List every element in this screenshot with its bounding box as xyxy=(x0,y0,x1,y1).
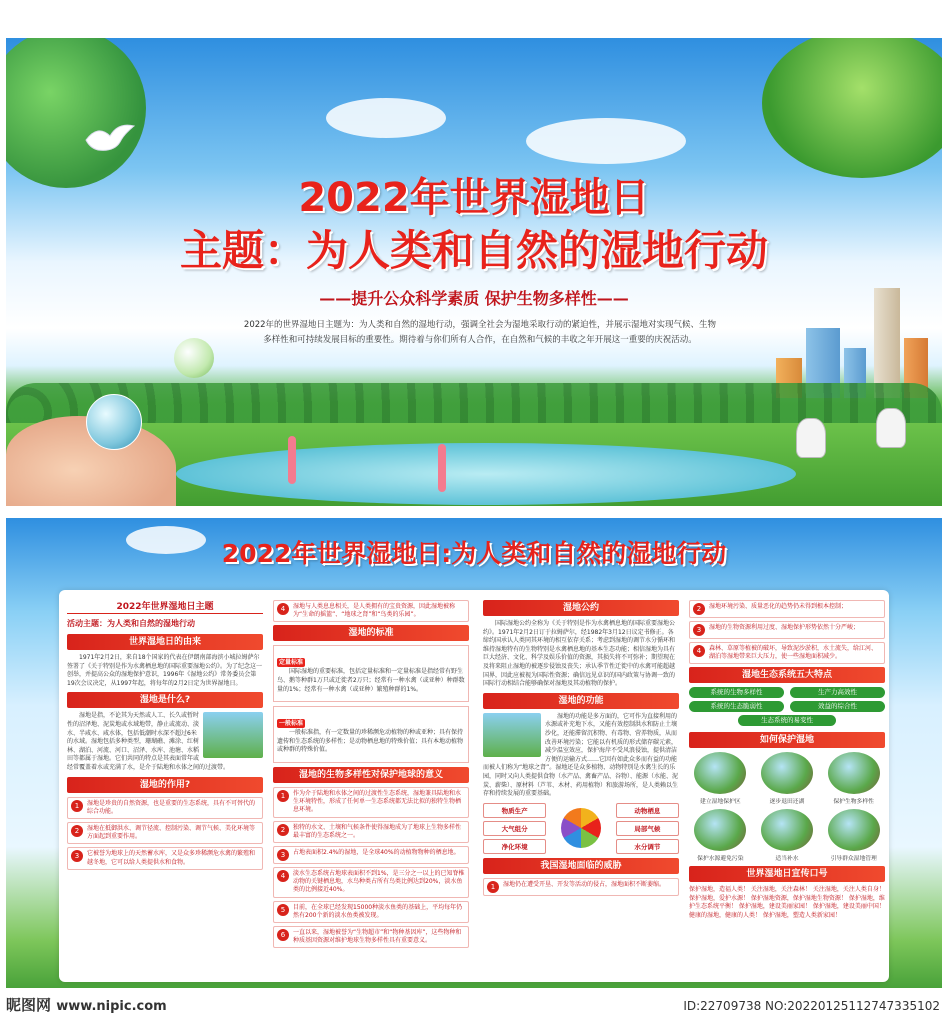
item-text: 湿地的生物资源利用过度、湿地保护形势依然十分严峻； xyxy=(709,624,860,631)
list-item xyxy=(273,867,469,898)
section-head-function: 湿地的功能 xyxy=(483,693,679,709)
section-head-convention: 湿地公约 xyxy=(483,600,679,616)
column-2 xyxy=(273,600,469,951)
pond xyxy=(176,443,796,505)
item-number: 6 xyxy=(277,929,289,941)
feature-pill: 系统的生物多样性 xyxy=(689,687,784,698)
section-head-protect: 如何保护湿地 xyxy=(689,732,885,748)
item-text: 湿地仍在遭受开垦、开发等活动的侵占，湿地面积不断萎缩。 xyxy=(503,880,666,888)
section-head-origin: 世界湿地日的由来 xyxy=(67,634,263,650)
section-head-threat: 我国湿地面临的威胁 xyxy=(483,858,679,874)
flamingo xyxy=(438,444,446,492)
item-text: 淡水生态系统占地球表面积不到1%，是三分之一以上的已知脊椎动物的关键栖息地，水鸟种类占所有鸟类比例达到20%，淡水鱼类的比例接近40%。 xyxy=(293,869,465,894)
list-item xyxy=(483,878,679,896)
top-title-line2: 主题：为人类和自然的湿地行动 xyxy=(179,226,768,275)
feature-pill: 生态系统的易变性 xyxy=(738,715,836,726)
item-text: 森林、草原等植被的破坏，导致泥沙淤积，水土流失，给江河、湖泊等湿地带来巨大压力，使一些湿地面积减少。 xyxy=(709,645,878,661)
protect-item xyxy=(822,809,885,862)
list-item xyxy=(67,847,263,869)
feature-pill: 生产力高效性 xyxy=(790,687,885,698)
item-text: 湿地与人类息息相关，是人类拥有的宝贵资源，因此湿地被称为“生命的摇篮”、“地球之肾”和“鸟类的乐园”。 xyxy=(293,603,456,619)
list-item xyxy=(689,642,885,664)
standard-tag: 定量标准 xyxy=(279,659,304,667)
list-item xyxy=(273,821,469,843)
logo-url: www.nipic.com xyxy=(56,999,167,1014)
standard-box-general xyxy=(273,706,469,763)
item-text: 它被誉为地球上的天然蓄水库，又是众多珍稀濒危水禽的繁殖和越冬地，它可以给人类提供水和食物。 xyxy=(87,850,256,866)
function-item: 净化环境 xyxy=(483,839,546,854)
section-head-theme: 2022年世界湿地日主题 xyxy=(67,600,263,614)
item-text: 湿地是珍贵的自然资源，也是重要的生态系统，具有不可替代的综合功能。 xyxy=(87,799,256,815)
feature-pill: 效益的综合性 xyxy=(790,701,885,712)
section-head-role: 湿地的作用? xyxy=(67,777,263,793)
function-wheel-graphic xyxy=(561,808,601,848)
standard-box-quantitative xyxy=(273,645,469,702)
list-item xyxy=(273,787,469,818)
function-item: 局部气候 xyxy=(616,821,679,836)
protect-photo xyxy=(761,809,813,851)
convention-text: 国际湿地公约全称为《关于特别是作为水禽栖息地的国际重要湿地公约》。1971年2月2日订于拉姆萨尔，经1982年3月12日议定书修正。各缔约国承认人类同其环境的相互依存关系；考虑到湿地的调节水分循环和维持湿地特有的生物特别是水禽栖息地的基本生态功能；相信湿地为具有巨大经济、文化、科学及娱乐价值的资源，其损失将不可弥补；期望现在及将来阻止湿地的被逐步侵蚀及丧失；承认季节性迁徙中的水禽可能超越国界，因此应被视为国际性资源；确信远见卓识的国内政策与协调一致的国际行动相结合能够确保对湿地及其动植物的保护。 xyxy=(483,620,676,688)
tree-canopy-right xyxy=(762,38,942,178)
slogan-text: 保护湿地，造福人类！ 关注湿地，关注森林！ 关注湿地，关注人类自身！ 保护湿地，爱护水源！ 保护湿地资源，保护湿地生物资源！ 保护湿地，维护生态系统平衡！ 保护湿地，建设美丽家园！ 保护湿地，建设美丽中国！ 健康的湿地，健康的人类！ 保护湿地，塑造人类新家园！ xyxy=(689,886,885,919)
protect-caption: 适当补水 xyxy=(775,856,799,863)
protect-caption: 引导群众湿地管理 xyxy=(830,856,877,863)
wetland-photo xyxy=(203,712,263,758)
top-intro-text: 2022年的世界湿地日主题为：为人类和自然的湿地行动，强调全社会为湿地采取行动的紧迫性，并展示湿地对实现气候、生物多样性和可持续发展目标的重要性。期待着与你们所有人合作，在自然和气候的丰收之年开展这一重要的庆祝活动。 xyxy=(243,320,717,345)
content-board xyxy=(59,590,889,982)
column-3 xyxy=(483,600,679,899)
protect-photo xyxy=(694,752,746,794)
protect-photo xyxy=(761,752,813,794)
bottom-banner xyxy=(6,518,942,988)
protect-caption: 逐步退田还湖 xyxy=(769,799,805,806)
feature-pills xyxy=(689,687,885,726)
column-4 xyxy=(689,600,885,920)
item-number: 2 xyxy=(71,825,83,837)
item-number: 4 xyxy=(277,870,289,882)
item-number: 3 xyxy=(71,850,83,862)
protect-caption: 保护水源避免污染 xyxy=(697,856,744,863)
section-head-meaning: 湿地的生物多样性对保护地球的意义 xyxy=(273,767,469,783)
crane xyxy=(796,418,826,458)
standard-text: 一般标准指，有一定数量的珍稀濒危动植物的种或亚种；具有保持遗传和生态系统的多样性；是动物栖息地的特殊价值；具有本地动植物或种群的特殊价值。 xyxy=(277,729,464,754)
standard-text: 国际湿地的重要标准，包括定量标准和一定量标准是指经常有野生鸟、鹅等种群1万只或迁徙者2万只；经常有一种水禽（或亚种）种群数量的1%；经常有一种水禽（或亚种）繁殖种群的1%。 xyxy=(277,668,465,693)
flamingo xyxy=(288,436,296,484)
cloud xyxy=(526,118,686,164)
column-1 xyxy=(67,600,263,873)
item-text: 作为介于陆地和水体之间的过渡性生态系统，湿地兼具陆地和水生环境特性，形成了任何单一生态系统都无法比拟的独特生物栖息环境。 xyxy=(293,789,462,814)
protect-photo xyxy=(828,752,880,794)
list-item xyxy=(273,600,469,622)
item-text: 一直以来，湿地被誉为“生物超市”和“物种基因库”，这些物种和种质基因资源对维护地球生物多样性具有重要意义。 xyxy=(293,929,462,945)
list-item xyxy=(273,901,469,923)
item-number: 5 xyxy=(277,904,289,916)
feature-pill: 系统的生态脆弱性 xyxy=(689,701,784,712)
bottom-title: 2022年世界湿地日:为人类和自然的湿地行动 xyxy=(221,539,727,568)
top-banner xyxy=(6,38,942,506)
sprout-bubble xyxy=(174,338,214,378)
item-text: 目前，在全球已经发现15000种淡水鱼类的基础上，平均每年仍然有200个新的淡水鱼类被发现。 xyxy=(293,903,463,919)
section-head-what: 湿地是什么? xyxy=(67,692,263,708)
function-item: 大气组分 xyxy=(483,821,546,836)
protect-item xyxy=(756,809,819,862)
function-item: 水分调节 xyxy=(616,839,679,854)
item-number: 4 xyxy=(277,603,289,615)
protect-photo xyxy=(828,809,880,851)
item-number: 3 xyxy=(693,624,705,636)
protect-caption: 建立湿地保护区 xyxy=(700,799,741,806)
item-number: 2 xyxy=(693,603,705,615)
item-text: 湿地在抵御洪水、调节径流、控制污染、调节气候、美化环境等方面起到重要作用。 xyxy=(87,824,256,841)
protect-photo xyxy=(694,809,746,851)
crane xyxy=(876,408,906,448)
list-item xyxy=(67,822,263,844)
list-item xyxy=(273,846,469,864)
top-title-line1: 2022年世界湿地日 xyxy=(298,175,650,221)
item-text: 湿地环境污染、质量恶化的趋势仍未得到根本控制； xyxy=(709,603,848,610)
item-number: 2 xyxy=(277,824,289,836)
protect-item xyxy=(756,752,819,805)
nipic-logo xyxy=(6,994,167,1015)
function-wheel xyxy=(483,803,679,854)
list-item xyxy=(273,926,469,948)
section-head-slogan: 世界湿地日宣传口号 xyxy=(689,866,885,882)
theme-line: 活动主题：为人类和自然的湿地行动 xyxy=(67,619,195,628)
top-subtitle: ——提升公众科学素质 保护生物多样性—— xyxy=(319,289,629,308)
logo-text: 昵图网 xyxy=(6,996,52,1014)
protect-photo-grid xyxy=(689,752,885,862)
list-item xyxy=(689,621,885,639)
item-number: 3 xyxy=(277,849,289,861)
protect-caption: 保护生物多样性 xyxy=(833,799,874,806)
glass-globe xyxy=(86,394,142,450)
origin-text: 1971年2月2日，来自18个国家的代表在伊朗南部海滨小城拉姆萨尔签署了《关于特别是作为水禽栖息地的国际重要湿地公约》。为了纪念这一创举，并提高公众的湿地保护意识，1996年《湿地公约》常务委员会第19次会议决定，从1997年起，将每年的2月2日定为世界湿地日。 xyxy=(67,654,263,687)
list-item xyxy=(67,797,263,819)
building xyxy=(874,288,900,398)
list-item xyxy=(689,600,885,618)
section-head-features: 湿地生态系统五大特点 xyxy=(689,667,885,683)
watermark-footer xyxy=(0,990,948,1024)
function-text: 湿地的功能是多方面的，它可作为直接利用的水源或补充地下水，又能有效控制洪水和防止土壤沙化，还能滞留沉积物、有毒物、营养物质，从而改善环境污染；它能以有机质的形式储存碳元素，减少温室效应，保护海岸不受风浪侵蚀，提供清洁方便的运输方式……它因有如此众多而有益的功能而被人们称为“地球之肾”。湿地还是众多植物、动物特别是水禽生长的乐园，同时又向人类提供食物（水产品、禽畜产品、谷物）、能源（水能、泥炭、薪柴）、原材料（芦苇、木材、药用植物）和旅游场所，是人类赖以生存和持续发展的重要基础。 xyxy=(483,712,679,798)
item-number: 1 xyxy=(487,881,499,893)
item-number: 1 xyxy=(71,800,83,812)
item-text: 独特的水文、土壤和气候条件使得湿地成为了地球上生物多样性最丰富的生态系统之一。 xyxy=(293,823,462,839)
section-head-standard: 湿地的标准 xyxy=(273,625,469,641)
protect-item xyxy=(689,752,752,805)
protect-item xyxy=(822,752,885,805)
what-text: 湿地是指，不论其为天然或人工、长久或暂时性的沼泽地、泥炭地或水域地带，静止或流动、淡水、半咸水、咸水体，包括低潮时水深不超过6米的水域。湿地包括多种类型，珊瑚礁、滩涂、红树林、湖泊、河流、河口、沼泽、水库、池塘、水稻田等都属于湿地。它们共同的特点是其表面常年或经常覆盖着水或充满了水，是介于陆地和水体之间的过渡带。 xyxy=(67,712,230,771)
cloud xyxy=(326,98,446,138)
item-number: 1 xyxy=(277,790,289,802)
wetland-photo xyxy=(483,713,541,757)
image-id: ID:22709738 NO:20220125112747335102 xyxy=(683,999,940,1013)
standard-tag: 一般标准 xyxy=(279,720,304,728)
dove-icon xyxy=(84,120,138,156)
function-item: 动物栖息 xyxy=(616,803,679,818)
function-item: 物质生产 xyxy=(483,803,546,818)
protect-item xyxy=(689,809,752,862)
item-number: 4 xyxy=(693,645,705,657)
item-text: 占地表面积2.4%的湿地，是全球40%的动植物物种的栖息地。 xyxy=(293,848,460,856)
